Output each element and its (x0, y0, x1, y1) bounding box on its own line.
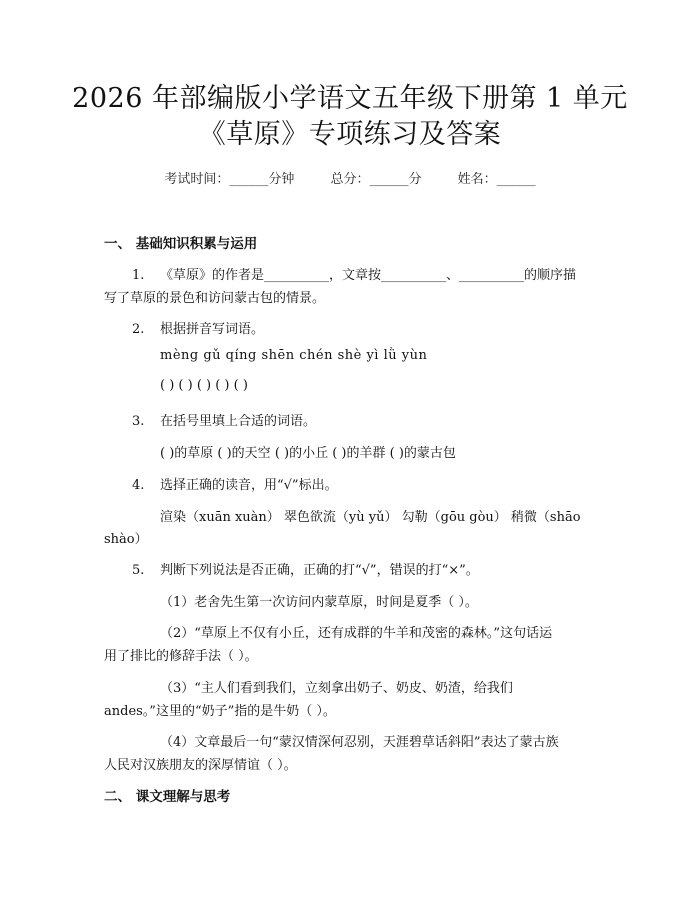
question-number: 1. (132, 268, 145, 283)
question-number: 3. (132, 414, 145, 429)
question-text: 根据拼音写词语。 (160, 322, 265, 337)
statement-3: （3）“主人们看到我们，立刻拿出奶子、奶皮、奶渣，给我们 (160, 681, 513, 696)
question-3 (132, 410, 316, 429)
question-4 (132, 474, 338, 493)
fill-in-row: ( )的草原 ( )的天空 ( )的小丘 ( )的羊群 ( )的蒙古包 (160, 446, 456, 461)
statement-1: （1）老舍先生第一次访问内蒙草原，时间是夏季（ ）。 (160, 595, 478, 610)
exam-score: 总分：______分 (330, 172, 422, 187)
statement-3-continuation: andes。”这里的“奶子”指的是牛奶（ ）。 (104, 704, 336, 719)
question-text: 《草原》的作者是__________，文章按__________、__________的顺序描 (160, 268, 577, 283)
statement-2-continuation: 用了排比的修辞手法（ ）。 (104, 649, 258, 664)
pinyin-row: mèng gǔ qíng shēn chén shè yì lǜ yùn (160, 348, 428, 363)
question-1-continuation: 写了草原的景色和访问蒙古包的情景。 (104, 291, 326, 306)
pronunciation-row: 渲染（xuān xuàn） 翠色欲流（yù yǔ） 勾勒（gōu gòu） 稍微（shāo (160, 510, 581, 525)
statement-4: （4）文章最后一句“蒙汉情深何忍别，天涯碧草话斜阳”表达了蒙古族 (160, 735, 559, 750)
document-title-line-2: 《草原》专项练习及答案 (198, 119, 502, 150)
document-title-line-1: 2026 年部编版小学语文五年级下册第 1 单元 (72, 83, 628, 114)
question-1 (132, 264, 576, 283)
question-number: 2. (132, 322, 145, 337)
statement-4-continuation: 人民对汉族朋友的深厚情谊（ ）。 (104, 758, 297, 773)
exam-time: 考试时间：______分钟 (164, 172, 295, 187)
exam-meta (0, 168, 700, 187)
question-text: 在括号里填上合适的词语。 (160, 414, 317, 429)
question-number: 5. (132, 563, 145, 578)
answer-blanks: ( ) ( ) ( ) ( ) ( ) (160, 378, 248, 393)
question-text: 判断下列说法是否正确，正确的打“√”，错误的打“×”。 (160, 563, 479, 578)
question-text: 选择正确的读音，用“√”标出。 (160, 478, 338, 493)
question-5 (132, 559, 479, 578)
question-2 (132, 318, 264, 337)
pronunciation-row-continuation: shào） (104, 532, 148, 547)
exam-name: 姓名：______ (457, 172, 536, 187)
section-heading-1: 一、 基础知识积累与运用 (104, 236, 258, 252)
question-number: 4. (132, 478, 145, 493)
statement-2: （2）“草原上不仅有小丘，还有成群的牛羊和茂密的森林。”这句话运 (160, 626, 553, 641)
section-heading-2: 二、 课文理解与思考 (104, 789, 231, 805)
